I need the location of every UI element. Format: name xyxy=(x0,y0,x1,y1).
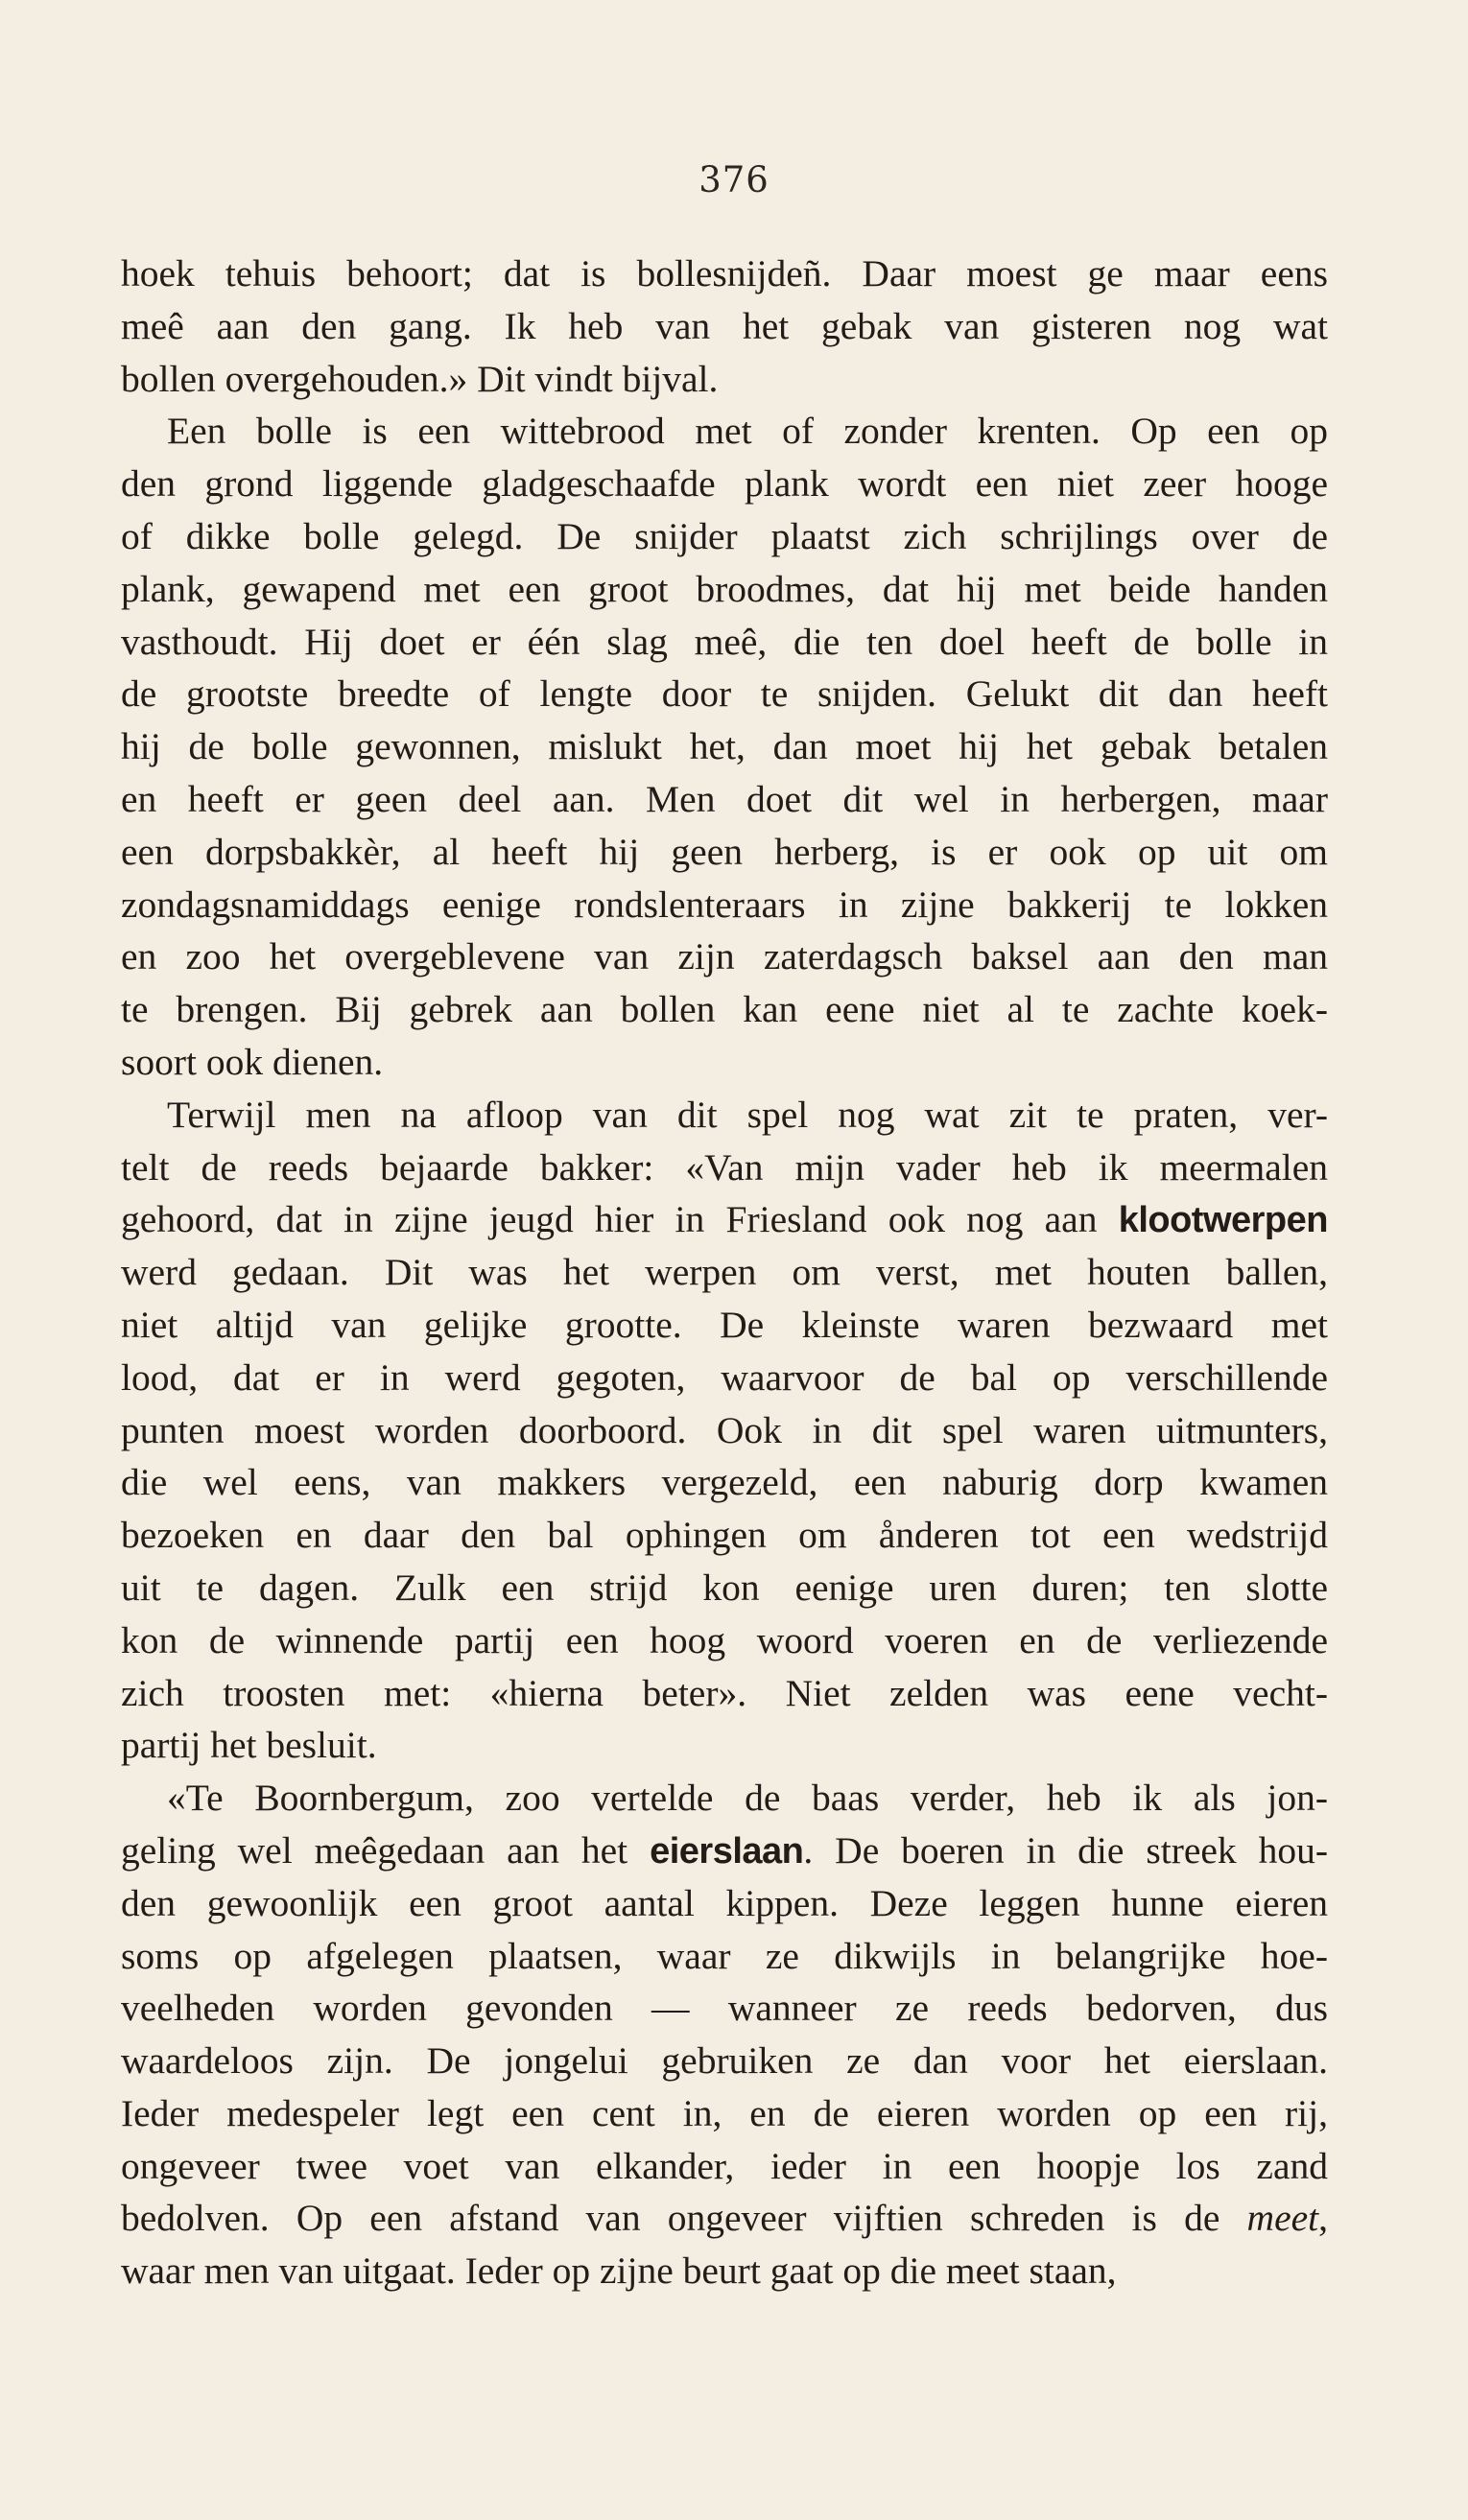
text-segment: de grootste breedte of lengte door te snijden. Gelukt dit dan heeft xyxy=(121,672,1328,716)
text-segment: telt de reeds bejaarde bakker: «Van mijn vader heb ik meermalen xyxy=(121,1145,1328,1189)
text-segment: bezoeken en daar den bal ophingen om ånderen tot een wedstrijd xyxy=(121,1514,1328,1557)
text-line xyxy=(121,247,1328,300)
text-segment: of dikke bolle gelegd. De snijder plaatst zich schrijlings over de xyxy=(121,514,1328,557)
text-line xyxy=(121,563,1328,616)
text-segment: hij de bolle gewonnen, mislukt het, dan moet hij het gebak betalen xyxy=(121,725,1328,768)
text-line xyxy=(121,1772,1328,1825)
text-line xyxy=(121,930,1328,983)
text-line xyxy=(121,1562,1328,1614)
text-line xyxy=(121,510,1328,563)
text-line xyxy=(121,1982,1328,2035)
text-segment: , xyxy=(1318,2197,1328,2240)
text-line xyxy=(121,458,1328,510)
text-segment: «Te Boornbergum, zoo vertelde de baas verder, heb ik als jon- xyxy=(167,1777,1328,1820)
text-line xyxy=(121,773,1328,826)
text-line xyxy=(121,1352,1328,1404)
text-line xyxy=(121,826,1328,879)
text-segment: meê aan den gang. Ik heb van het gebak van gisteren nog wat xyxy=(121,304,1328,347)
text-line xyxy=(121,2035,1328,2087)
text-segment: waar men van uitgaat. Ieder op zijne beurt gaat op die meet staan, xyxy=(121,2249,1117,2293)
text-segment: te brengen. Bij gebrek aan bollen kan eene niet al te zachte koek- xyxy=(121,988,1328,1031)
emphasized-term: eierslaan xyxy=(650,1830,804,1872)
text-segment: een dorpsbakkèr, al heeft hij geen herberg, is er ook op uit om xyxy=(121,830,1328,873)
text-line xyxy=(121,879,1328,931)
text-line xyxy=(121,1299,1328,1352)
text-segment: kon de winnende partij een hoog woord voeren en de verliezende xyxy=(121,1618,1328,1661)
text-line xyxy=(121,616,1328,669)
italic-term: meet xyxy=(1246,2197,1319,2240)
text-line xyxy=(121,1456,1328,1509)
text-segment: partij het besluit. xyxy=(121,1724,377,1767)
text-line xyxy=(121,300,1328,353)
text-line xyxy=(121,1825,1328,1877)
text-line xyxy=(121,405,1328,458)
text-segment: werd gedaan. Dit was het werpen om verst, met houten ballen, xyxy=(121,1251,1328,1294)
text-segment: Een bolle is een wittebrood met of zonder krenten. Op een op xyxy=(167,410,1328,453)
text-line xyxy=(121,1667,1328,1720)
text-line xyxy=(121,2140,1328,2193)
text-segment: vasthoudt. Hij doet er één slag meê, die ten doel heeft de bolle in xyxy=(121,620,1328,663)
text-segment: den grond liggende gladgeschaafde plank wordt een niet zeer hooge xyxy=(121,462,1328,506)
text-line xyxy=(121,1246,1328,1299)
text-line xyxy=(121,668,1328,720)
text-line xyxy=(121,983,1328,1036)
text-segment: en zoo het overgeblevene van zijn zaterdagsch baksel aan den man xyxy=(121,935,1328,978)
text-line xyxy=(121,2245,1328,2297)
text-line xyxy=(121,1193,1328,1246)
text-line xyxy=(121,1036,1328,1089)
text-line xyxy=(121,1719,1328,1772)
text-line xyxy=(121,1877,1328,1930)
text-line xyxy=(121,1614,1328,1667)
text-segment: uit te dagen. Zulk een strijd kon eenige uren duren; ten slotte xyxy=(121,1566,1328,1609)
text-segment: waardeloos zijn. De jongelui gebruiken ze dan voor het eierslaan. xyxy=(121,2039,1328,2083)
text-segment: die wel eens, van makkers vergezeld, een naburig dorp kwamen xyxy=(121,1461,1328,1504)
text-segment: niet altijd van gelijke grootte. De kleinste waren bezwaard met xyxy=(121,1303,1328,1346)
text-segment: hoek tehuis behoort; dat is bollesnijdeñ. Daar moest ge maar eens xyxy=(121,252,1328,294)
text-segment: bollen overgehouden.» Dit vindt bijval. xyxy=(121,357,719,400)
text-line xyxy=(121,2192,1328,2245)
text-segment: Ieder medespeler legt een cent in, en de eieren worden op een rij, xyxy=(121,2091,1328,2134)
text-line xyxy=(121,1930,1328,1983)
page-number: 376 xyxy=(698,159,770,200)
body-text xyxy=(121,247,1328,2297)
text-line xyxy=(121,1404,1328,1457)
text-segment: Terwijl men na afloop van dit spel nog wat zit te praten, ver- xyxy=(167,1093,1328,1136)
text-segment: en heeft er geen deel aan. Men doet dit wel in herbergen, maar xyxy=(121,777,1328,820)
text-segment: soms op afgelegen plaatsen, waar ze dikwijls in belangrijke hoe- xyxy=(121,1934,1328,1977)
text-line xyxy=(121,720,1328,773)
text-segment: gehoord, dat in zijne jeugd hier in Friesland ook nog aan xyxy=(121,1198,1119,1241)
text-segment: den gewoonlijk een groot aantal kippen. Deze leggen hunne eieren xyxy=(121,1881,1328,1924)
text-segment: soort ook dienen. xyxy=(121,1040,384,1083)
text-line xyxy=(121,1089,1328,1142)
text-segment: zich troosten met: «hierna beter». Niet zelden was eene vecht- xyxy=(121,1671,1328,1714)
emphasized-term: klootwerpen xyxy=(1118,1200,1328,1241)
text-line xyxy=(121,2087,1328,2140)
text-segment: lood, dat er in werd gegoten, waarvoor de bal op verschillende xyxy=(121,1355,1328,1399)
text-segment: . De boeren in die streek hou- xyxy=(803,1828,1328,1872)
text-line xyxy=(121,1142,1328,1194)
text-segment: veelheden worden gevonden — wanneer ze reeds bedorven, dus xyxy=(121,1987,1328,2030)
text-line xyxy=(121,353,1328,406)
text-segment: ongeveer twee voet van elkander, ieder in een hoopje los zand xyxy=(121,2144,1328,2187)
text-segment: bedolven. Op een afstand van ongeveer vijftien schreden is de xyxy=(121,2197,1247,2240)
text-segment: zondagsnamiddags eenige rondslenteraars in zijne bakkerij te lokken xyxy=(121,883,1328,926)
text-segment: punten moest worden doorboord. Ook in dit spel waren uitmunters, xyxy=(121,1408,1328,1451)
text-line xyxy=(121,1509,1328,1562)
text-segment: plank, gewapend met een groot broodmes, dat hij met beide handen xyxy=(121,567,1328,610)
text-segment: geling wel meêgedaan aan het xyxy=(121,1828,651,1872)
